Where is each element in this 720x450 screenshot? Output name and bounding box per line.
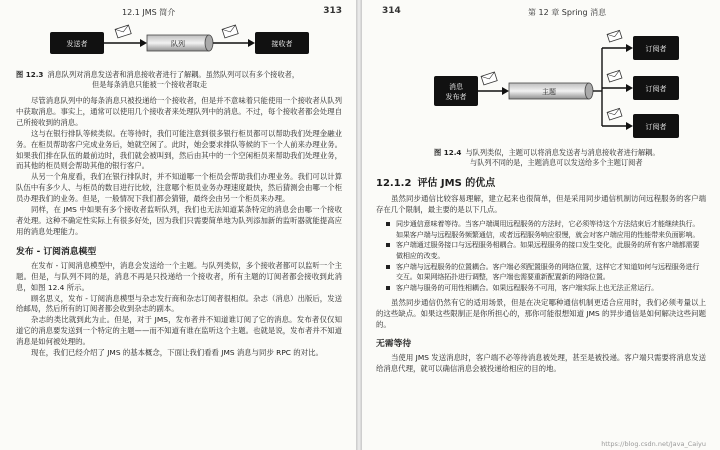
bullet-square-icon: [386, 286, 390, 290]
publisher-label: 消息: [449, 83, 463, 91]
subscriber-label: 订阅者: [645, 85, 667, 93]
watermark-url: https://blog.csdn.net/Java_Caiyu: [601, 440, 706, 448]
figure-label: 图 12.3: [16, 70, 44, 79]
paragraph: 当使用 JMS 发送消息时，客户端不必等待消息被处理，甚至是被投递。客户端只需要将消息发送给消息代理，就可以确信消息会被投递给相应的目的地。: [376, 353, 706, 374]
message-envelope-icon: [222, 25, 238, 38]
topic-label: 主题: [542, 88, 556, 96]
section-heading-title: 评估 JMS 的优点: [417, 178, 496, 189]
page-number: 313: [323, 6, 342, 16]
body-text: [16, 261, 342, 359]
bullet-list: [376, 219, 706, 294]
sender-label: 发送者: [66, 40, 88, 48]
receiver-label: 接收者: [271, 40, 293, 48]
running-head-right: [376, 6, 706, 18]
message-envelope-icon: [607, 108, 622, 120]
queue-label: 队列: [171, 40, 185, 48]
list-item: 同步通信意味着等待。当客户端调用远程服务的方法时，它必须等待这个方法结束后才能继续执行。如果客户端与远程服务频繁通信，或者远程服务响应很慢，就会对客户端应用的性能带来负面影响。: [386, 219, 706, 240]
message-envelope-icon: [607, 30, 622, 42]
figure-caption: [376, 148, 706, 168]
list-item: 客户端与服务的可用性相耦合。如果远程服务不可用，客户端实际上也无法正常运行。: [386, 283, 706, 294]
section-title: 发布 - 订阅消息模型: [16, 246, 97, 257]
caption-line: 与队列不同的是，主题消息可以发送给多个主题订阅者: [470, 158, 643, 167]
section-number: 12.1.2: [376, 178, 412, 189]
caption-line: 与队列类似，主题可以将消息发送者与消息接收者进行解耦。: [465, 148, 660, 157]
chapter-title: 第 12 章 Spring 消息: [528, 8, 607, 17]
section-heading: [376, 174, 706, 189]
running-head-left: [16, 6, 342, 18]
paragraph: 在发布 - 订阅消息模型中，消息会发送给一个主题。与队列类似，多个接收者都可以监听一个主题。但是，与队列不同的是，消息不再是只投递给一个接收者，所有主题的订阅者都会接收到此消息，如图 12.4 所示。: [16, 260, 342, 292]
paragraph: 虽然同步通信比较容易理解，建立起来也很简单，但是采用同步通信机制访问远程服务的客户端存在几个限制，最主要的是以下几点。: [376, 194, 706, 214]
figure-label: 图 12.4: [434, 148, 462, 157]
publisher-label: 发布者: [445, 93, 467, 101]
queue-diagram: [16, 18, 342, 70]
page-number: 314: [382, 6, 401, 16]
bullet-square-icon: [386, 222, 390, 226]
paragraph: 这与在银行排队等候类似。在等待时，我们可能注意到很多银行柜员都可以帮助我们处理金融业务。在柜员帮助客户完成业务后，她就空闲了。此时，她会要求排队等候的下一个人前来办理业务。如果我们排在队伍的最前边时，我们就会被叫到，然后由其中的一个空闲柜员来帮助我们处理业务，而其他的柜员则会帮助其他的银行客户。: [16, 128, 342, 171]
subheading: 无需等待: [376, 339, 412, 350]
list-item: 客户端通过服务接口与远程服务相耦合。如果远程服务的接口发生变化，此服务的所有客户端都需要做相应的改变。: [386, 240, 706, 261]
caption-line: 消息队列对消息发送者和消息接收者进行了解耦。虽然队列可以有多个接收者，: [47, 70, 300, 79]
topic-diagram: [376, 18, 706, 148]
topic-diagram-svg: [376, 18, 706, 144]
message-envelope-icon: [481, 72, 497, 85]
paragraph: 尽管消息队列中的每条消息只被投递给一个接收者，但是并不意味着只能使用一个接收者从队列中获取消息。事实上，通常可以使用几个接收者来处理队列中的消息。不过，每个接收者都会处理自己所接收到的消息。: [16, 96, 342, 127]
figure-caption: [16, 70, 342, 90]
paragraph: 顾名思义，发布 - 订阅消息模型与杂志发行商和杂志订阅者很相似。杂志（消息）出版后，发送给邮局，然后所有的订阅者都会收到杂志的副本。: [16, 293, 342, 314]
paragraph: 杂志的类比就到此为止。但是，对于 JMS，发布者并不知道谁订阅了它的消息。发布者仅仅知道它的消息要发送到一个特定的主题——而不知道有谁在监听这个主题。也就是说，发布者并不知道消息是如何被处理的。: [16, 315, 342, 347]
caption-line: 但是每条消息只能被一个接收者取走: [92, 80, 208, 89]
bullet-square-icon: [386, 243, 390, 247]
left-page: [0, 0, 356, 450]
publisher-box: [434, 76, 478, 106]
queue-diagram-svg: [16, 18, 342, 66]
right-page: [362, 0, 720, 450]
subscriber-label: 订阅者: [645, 123, 667, 131]
paragraph: 虽然同步通信仍然有它的适用场景，但是在决定哪种通信机制更适合应用时，我们必须考量以上的这些缺点。如果这些限制正是你所担心的，那你可能很想知道 JMS 的异步通信是如何解决这些问题的。: [376, 297, 706, 329]
message-envelope-icon: [115, 25, 131, 38]
list-item: 客户端与远程服务的位置耦合。客户端必须配置服务的网络位置，这样它才知道如何与远程服务进行交互。如果网络拓扑进行调整，客户端也需要重新配置新的网络位置。: [386, 262, 706, 283]
message-envelope-icon: [607, 70, 622, 82]
paragraph: 现在，我们已经介绍了 JMS 的基本概念，下面让我们看看 JMS 消息与同步 RPC 的对比。: [31, 348, 323, 358]
paragraph: 从另一个角度看，我们在银行排队时，并不知道哪一个柜员会帮助我们办理业务。我们可以计算队伍中有多少人、与柜员的数目进行比较，注意哪个柜员业务办理速度最快，然后猜测会由哪一个柜员办理我们的业务。但是，一般情况下我们都会猜错，最终会由另一个柜员来办理。: [16, 172, 342, 204]
chapter-title: 12.1 JMS 简介: [122, 8, 176, 17]
bullet-square-icon: [386, 265, 390, 269]
paragraph: 同样，在 JMS 中如果有多个接收者监听队列，我们也无法知道某条特定的消息会由哪一个接收者处理。这种不确定性实际上有很多好处，因为我们只需要简单地为队列添加新的监听器就能提高应用的消息处理能力。: [16, 205, 342, 236]
subscriber-label: 订阅者: [645, 45, 667, 53]
body-text: [16, 96, 342, 238]
